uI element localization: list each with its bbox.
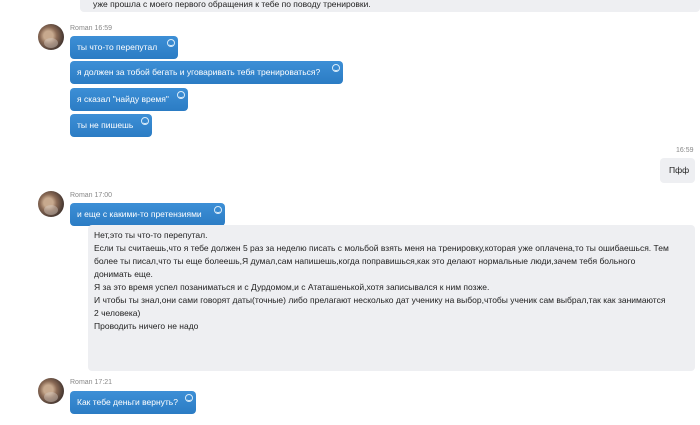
message-time: 16:59 [676, 147, 694, 154]
message-time: 17:00 [94, 192, 113, 199]
message-time: 16:59 [94, 25, 113, 32]
smiley-icon[interactable] [332, 64, 340, 72]
message-line: 2 человека) [94, 308, 141, 318]
outgoing-message[interactable] [88, 225, 695, 371]
message-text: Как тебе деньги вернуть? [77, 397, 178, 407]
message-time: 17:21 [94, 379, 113, 386]
smiley-icon[interactable] [185, 394, 193, 402]
incoming-message[interactable] [70, 61, 343, 84]
message-text: ты что-то перепутал [77, 42, 158, 52]
message-line: Проводить ничего не надо [94, 321, 199, 331]
sender-name: Roman [70, 379, 93, 386]
message-meta [70, 192, 112, 199]
previous-message-bubble [80, 0, 700, 12]
message-meta [70, 25, 112, 32]
incoming-message[interactable] [70, 36, 178, 59]
smiley-icon[interactable] [141, 117, 149, 125]
message-text: Пфф [669, 165, 690, 175]
message-line: Нет,это ты что-то перепутал. [94, 230, 208, 240]
sender-name: Roman [70, 192, 93, 199]
avatar[interactable] [38, 378, 64, 404]
previous-message-text: уже прошла с моего первого обращения к тебе по поводу тренировки. [93, 0, 371, 9]
avatar[interactable] [38, 191, 64, 217]
message-line: И чтобы ты знал,они сами говорят даты(точные) либо прелагают несколько дат ученику на выбор,чтобы ученик сам выбрал,так как занимаются [94, 295, 666, 305]
smiley-icon[interactable] [177, 91, 185, 99]
smiley-icon[interactable] [167, 39, 175, 47]
incoming-message[interactable] [70, 88, 188, 111]
message-line: более ты писал,что ты еще болеешь,Я думал,сам напишешь,когда поправишься,как это делают нормальные люди,зачем тебя больного [94, 256, 636, 266]
message-text: я сказал "найду время" [77, 94, 169, 104]
incoming-message[interactable] [70, 203, 225, 226]
message-line: Я за это время успел позаниматься и с Дурдомом,и с Ататашенькой,хотя записывался к ним позже. [94, 282, 490, 292]
avatar[interactable] [38, 24, 64, 50]
message-line: Если ты считаешь,что я тебе должен 5 раз за неделю писать с мольбой взять меня на тренировку,которая уже оплачена,то ты ошибаешься. Тем [94, 243, 669, 253]
incoming-message[interactable] [70, 114, 152, 137]
message-line: донимать еще. [94, 269, 153, 279]
sender-name: Roman [70, 25, 93, 32]
message-text: и еще с какими-то претензиями [77, 209, 202, 219]
message-text: ты не пишешь [77, 120, 134, 130]
message-meta [70, 379, 112, 386]
incoming-message[interactable] [70, 391, 196, 414]
message-text: я должен за тобой бегать и уговаривать тебя тренироваться? [77, 67, 321, 77]
smiley-icon[interactable] [214, 206, 222, 214]
outgoing-message[interactable] [660, 158, 695, 183]
